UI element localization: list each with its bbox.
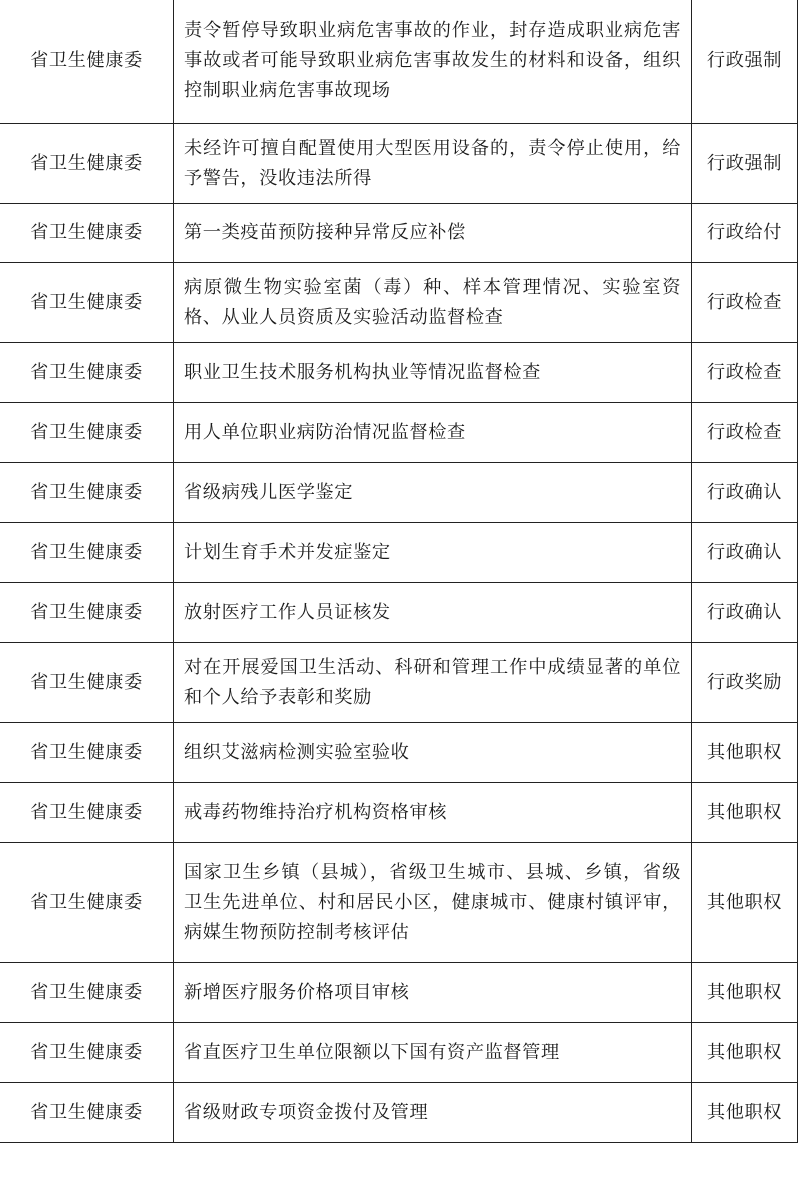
table-row xyxy=(0,963,798,1023)
item-cell: 省级病残儿医学鉴定 xyxy=(174,463,692,523)
department-cell: 省卫生健康委 xyxy=(0,1083,174,1143)
category-cell: 行政强制 xyxy=(692,124,798,204)
item-cell: 第一类疫苗预防接种异常反应补偿 xyxy=(174,204,692,263)
item-cell: 病原微生物实验室菌（毒）种、样本管理情况、实验室资格、从业人员资质及实验活动监督检查 xyxy=(174,263,692,343)
department-cell: 省卫生健康委 xyxy=(0,263,174,343)
table-row xyxy=(0,523,798,583)
item-cell: 责令暂停导致职业病危害事故的作业，封存造成职业病危害事故或者可能导致职业病危害事故发生的材料和设备，组织控制职业病危害事故现场 xyxy=(174,0,692,124)
item-cell: 对在开展爱国卫生活动、科研和管理工作中成绩显著的单位和个人给予表彰和奖励 xyxy=(174,643,692,723)
department-cell: 省卫生健康委 xyxy=(0,1023,174,1083)
table-row xyxy=(0,403,798,463)
department-cell: 省卫生健康委 xyxy=(0,343,174,403)
category-cell: 其他职权 xyxy=(692,963,798,1023)
category-cell: 行政确认 xyxy=(692,583,798,643)
item-cell: 省级财政专项资金拨付及管理 xyxy=(174,1083,692,1143)
department-cell: 省卫生健康委 xyxy=(0,583,174,643)
item-cell: 计划生育手术并发症鉴定 xyxy=(174,523,692,583)
category-cell: 其他职权 xyxy=(692,723,798,783)
item-cell: 国家卫生乡镇（县城），省级卫生城市、县城、乡镇，省级卫生先进单位、村和居民小区，健康城市、健康村镇评审，病媒生物预防控制考核评估 xyxy=(174,843,692,963)
category-cell: 行政检查 xyxy=(692,263,798,343)
department-cell: 省卫生健康委 xyxy=(0,204,174,263)
table-row xyxy=(0,204,798,263)
table-row xyxy=(0,463,798,523)
department-cell: 省卫生健康委 xyxy=(0,0,174,124)
item-cell: 省直医疗卫生单位限额以下国有资产监督管理 xyxy=(174,1023,692,1083)
department-cell: 省卫生健康委 xyxy=(0,463,174,523)
table-row xyxy=(0,263,798,343)
department-cell: 省卫生健康委 xyxy=(0,523,174,583)
table-row xyxy=(0,783,798,843)
category-cell: 行政确认 xyxy=(692,463,798,523)
item-cell: 未经许可擅自配置使用大型医用设备的，责令停止使用，给予警告，没收违法所得 xyxy=(174,124,692,204)
department-cell: 省卫生健康委 xyxy=(0,783,174,843)
category-cell: 行政奖励 xyxy=(692,643,798,723)
table-row xyxy=(0,643,798,723)
category-cell: 其他职权 xyxy=(692,843,798,963)
category-cell: 行政检查 xyxy=(692,403,798,463)
department-cell: 省卫生健康委 xyxy=(0,723,174,783)
category-cell: 其他职权 xyxy=(692,1023,798,1083)
table-row xyxy=(0,1083,798,1143)
item-cell: 新增医疗服务价格项目审核 xyxy=(174,963,692,1023)
table-row xyxy=(0,343,798,403)
department-cell: 省卫生健康委 xyxy=(0,403,174,463)
category-cell: 行政给付 xyxy=(692,204,798,263)
item-cell: 用人单位职业病防治情况监督检查 xyxy=(174,403,692,463)
item-cell: 组织艾滋病检测实验室验收 xyxy=(174,723,692,783)
department-cell: 省卫生健康委 xyxy=(0,643,174,723)
table-row xyxy=(0,843,798,963)
category-cell: 其他职权 xyxy=(692,783,798,843)
table-row xyxy=(0,1023,798,1083)
table-row xyxy=(0,124,798,204)
department-cell: 省卫生健康委 xyxy=(0,843,174,963)
category-cell: 行政确认 xyxy=(692,523,798,583)
table-row xyxy=(0,583,798,643)
department-cell: 省卫生健康委 xyxy=(0,963,174,1023)
category-cell: 其他职权 xyxy=(692,1083,798,1143)
category-cell: 行政检查 xyxy=(692,343,798,403)
table-row xyxy=(0,0,798,124)
item-cell: 职业卫生技术服务机构执业等情况监督检查 xyxy=(174,343,692,403)
item-cell: 戒毒药物维持治疗机构资格审核 xyxy=(174,783,692,843)
item-cell: 放射医疗工作人员证核发 xyxy=(174,583,692,643)
category-cell: 行政强制 xyxy=(692,0,798,124)
table-row xyxy=(0,723,798,783)
department-cell: 省卫生健康委 xyxy=(0,124,174,204)
